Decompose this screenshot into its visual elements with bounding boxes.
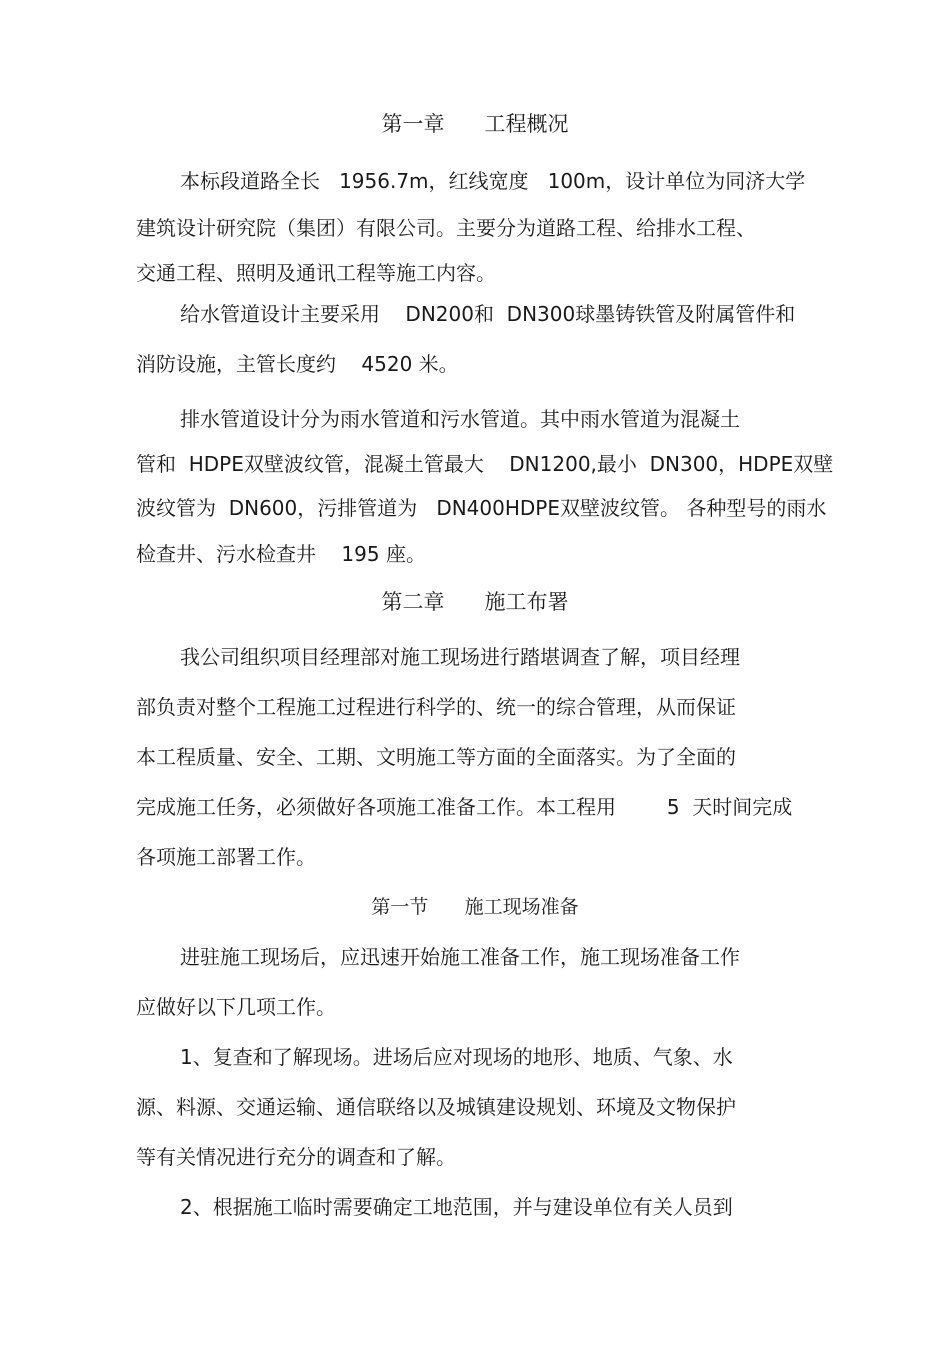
paragraph-line: 我公司组织项目经理部对施工现场进行踏堪调查了解，项目经理 [180, 645, 740, 669]
paragraph-line: 各项施工部署工作。 [136, 845, 316, 869]
paragraph-line: 消防设施，主管长度约 4520 米。 [136, 352, 459, 376]
chapter-2-title: 第二章 施工布署 [381, 590, 569, 614]
chapter-1-title: 第一章 工程概况 [381, 112, 569, 136]
section-1-title: 第一节 施工现场准备 [371, 896, 579, 918]
list-item-line: 源、料源、交通运输、通信联络以及城镇建设规划、环境及文物保护 [136, 1095, 736, 1119]
list-item-line: 等有关情况进行充分的调查和了解。 [136, 1145, 456, 1169]
paragraph-line: 部负责对整个工程施工过程进行科学的、统一的综合管理，从而保证 [136, 695, 736, 719]
paragraph-line: 给水管道设计主要采用 DN200和 DN300球墨铸铁管及附属管件和 [180, 302, 796, 326]
paragraph-line: 管和 HDPE双壁波纹管，混凝土管最大 DN1200,最小 DN300，HDPE双壁 [136, 452, 834, 476]
list-item-line: 1、复查和了解现场。进场后应对现场的地形、地质、气象、水 [180, 1045, 733, 1069]
paragraph-line: 进驻施工现场后，应迅速开始施工准备工作，施工现场准备工作 [180, 945, 740, 969]
list-item-line: 2、根据施工临时需要确定工地范围，并与建设单位有关人员到 [180, 1195, 733, 1219]
paragraph-line: 本标段道路全长 1956.7m，红线宽度 100m，设计单位为同济大学 [180, 169, 806, 193]
paragraph-line: 检查井、污水检查井 195 座。 [136, 542, 426, 566]
paragraph-line: 本工程质量、安全、工期、文明施工等方面的全面落实。为了全面的 [136, 745, 736, 769]
paragraph-line: 建筑设计研究院（集团）有限公司。主要分为道路工程、给排水工程、 [136, 216, 756, 240]
paragraph-line: 应做好以下几项工作。 [136, 995, 336, 1019]
paragraph-line: 波纹管为 DN600，污排管道为 DN400HDPE双壁波纹管。 各种型号的雨水 [136, 496, 827, 520]
paragraph-line: 完成施工任务，必须做好各项施工准备工作。本工程用 5 天时间完成 [136, 795, 793, 819]
paragraph-line: 排水管道设计分为雨水管道和污水管道。其中雨水管道为混凝土 [180, 407, 740, 431]
paragraph-line: 交通工程、照明及通讯工程等施工内容。 [136, 261, 496, 285]
